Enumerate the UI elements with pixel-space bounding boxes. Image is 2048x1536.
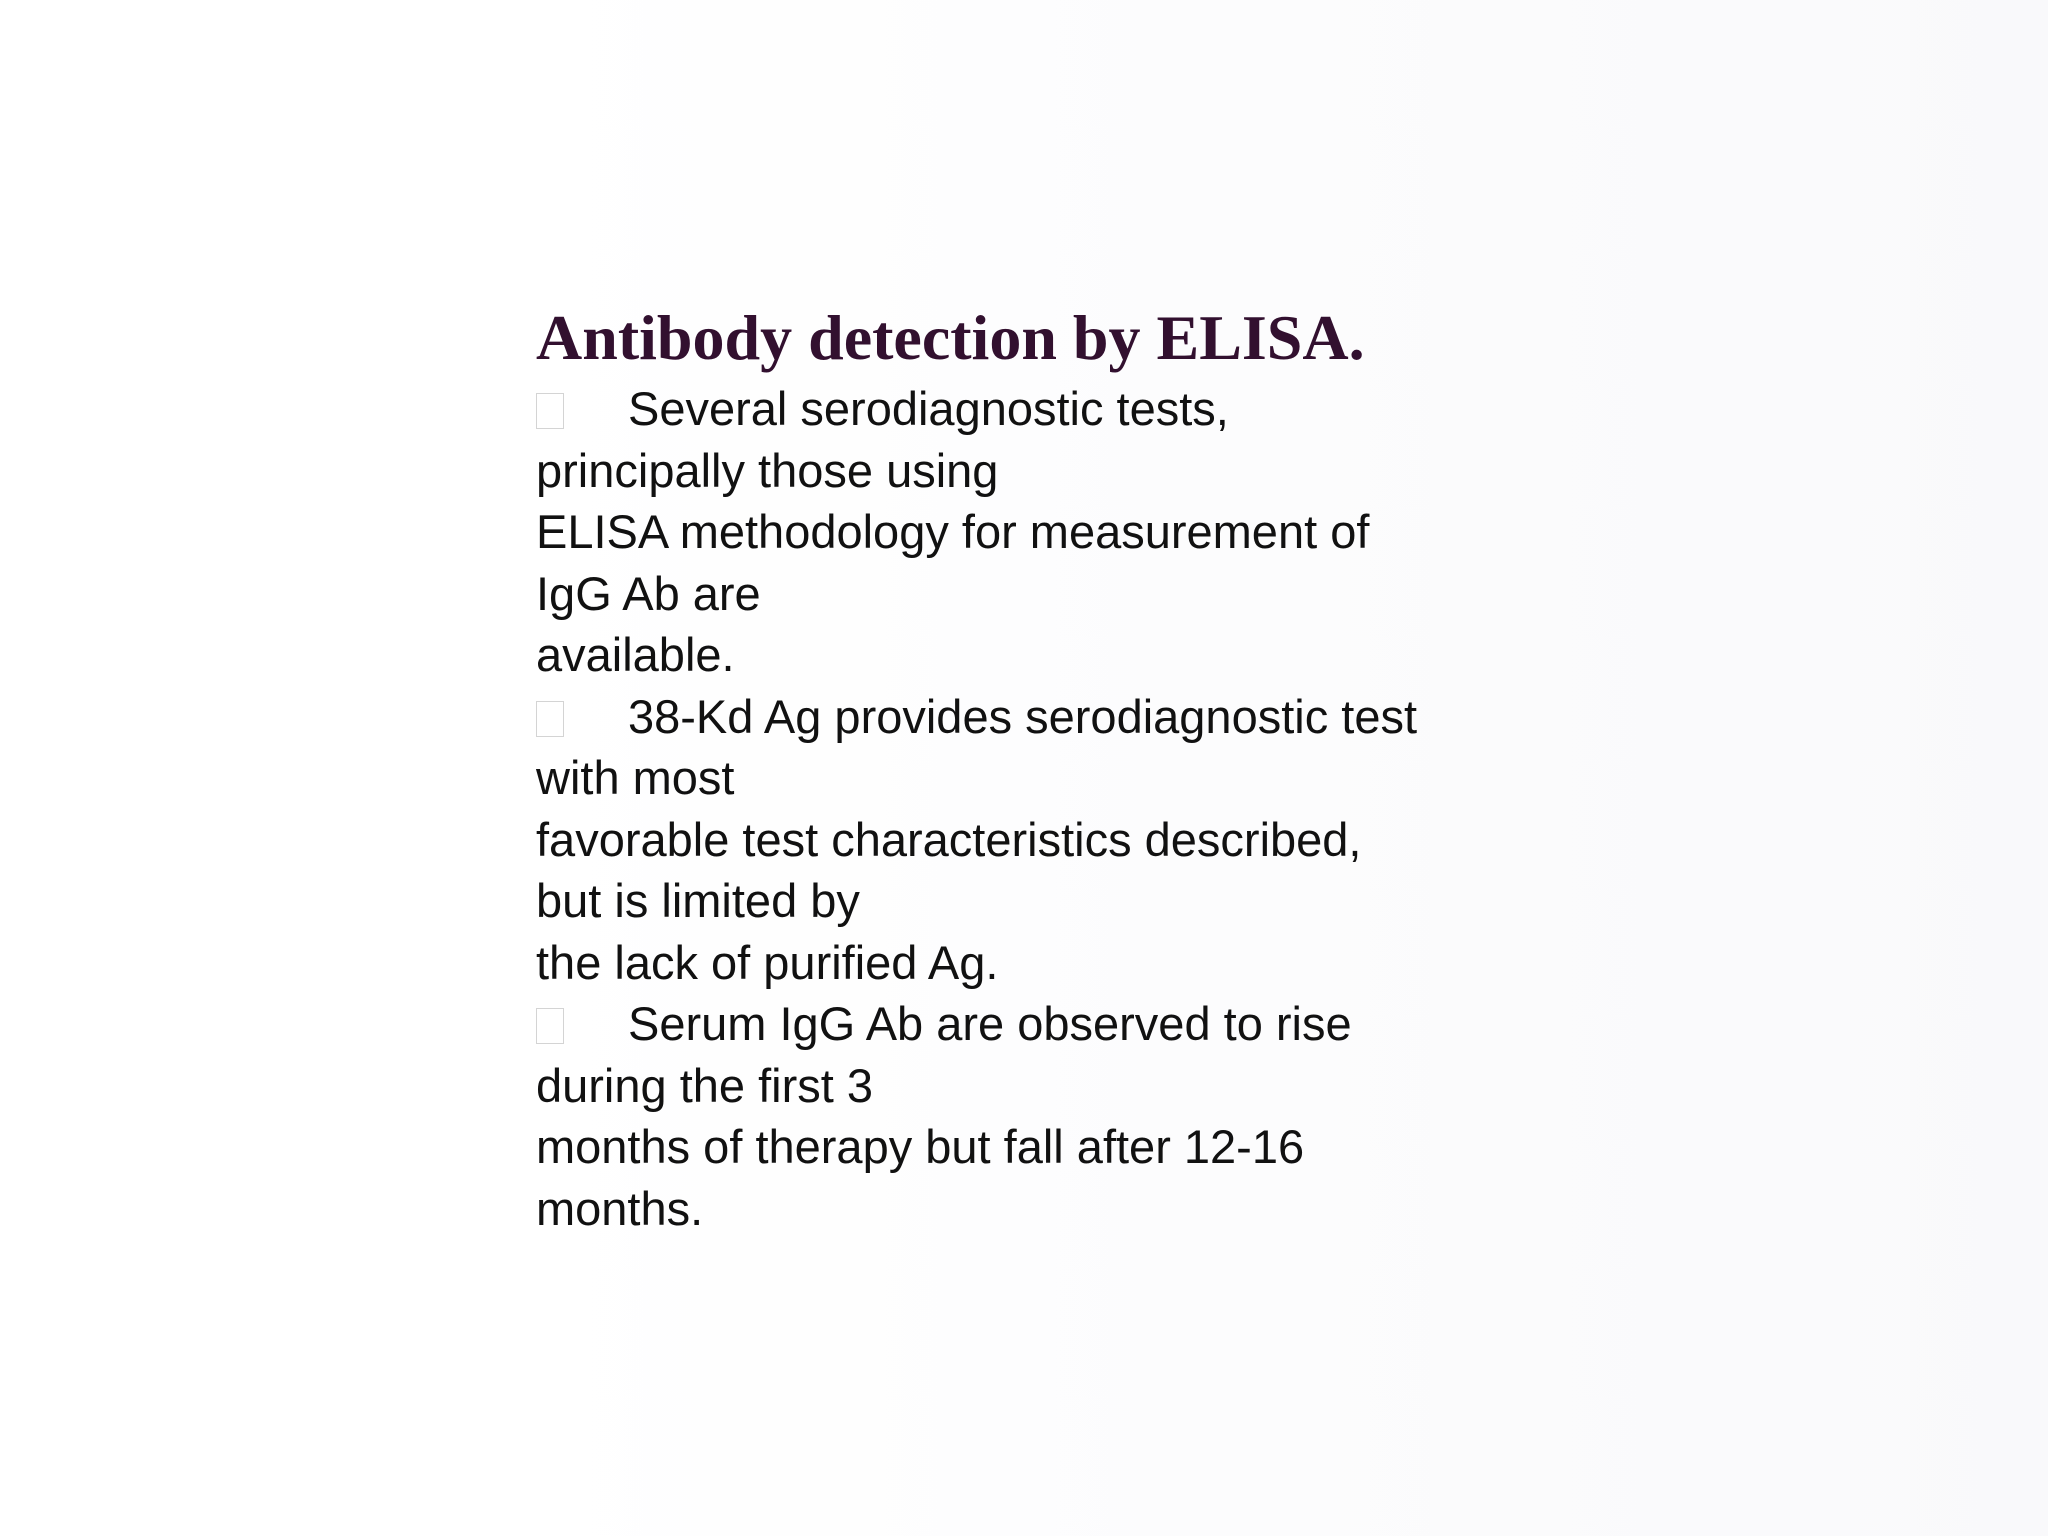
missing-glyph-box-icon xyxy=(536,393,564,429)
bullet-line: months. xyxy=(536,1181,704,1235)
bullet-line: the lack of purified Ag. xyxy=(536,935,999,989)
bullet-line: with most xyxy=(536,751,735,804)
bullet-line: available. xyxy=(536,628,735,681)
slide-content xyxy=(536,298,1536,1239)
bullet-line: principally those using xyxy=(536,443,999,497)
bullet-line: favorable test characteristics described, xyxy=(536,812,1362,866)
bullet-text: Several serodiagnostic tests, xyxy=(628,382,1229,435)
missing-glyph-box-icon xyxy=(536,1008,564,1044)
bullet-2 xyxy=(536,686,1536,994)
bullet-line xyxy=(536,378,1536,440)
bullet-3 xyxy=(536,993,1536,1239)
bullet-line: months of therapy but fall after 12-16 xyxy=(536,1120,1305,1173)
bullet-line: but is limited by xyxy=(536,874,860,927)
missing-glyph-box-icon xyxy=(536,701,564,737)
bullet-line xyxy=(536,686,1536,748)
bullet-line xyxy=(536,993,1536,1055)
bullet-text: Serum IgG Ab are observed to rise xyxy=(628,997,1352,1050)
bullet-line: during the first 3 xyxy=(536,1058,874,1112)
bullet-text: 38-Kd Ag provides serodiagnostic test xyxy=(628,689,1418,743)
slide-title: Antibody detection by ELISA. xyxy=(536,302,1365,373)
bullet-line: IgG Ab are xyxy=(536,566,761,620)
bullet-1 xyxy=(536,378,1536,686)
bullet-line: ELISA methodology for measurement of xyxy=(536,505,1370,558)
